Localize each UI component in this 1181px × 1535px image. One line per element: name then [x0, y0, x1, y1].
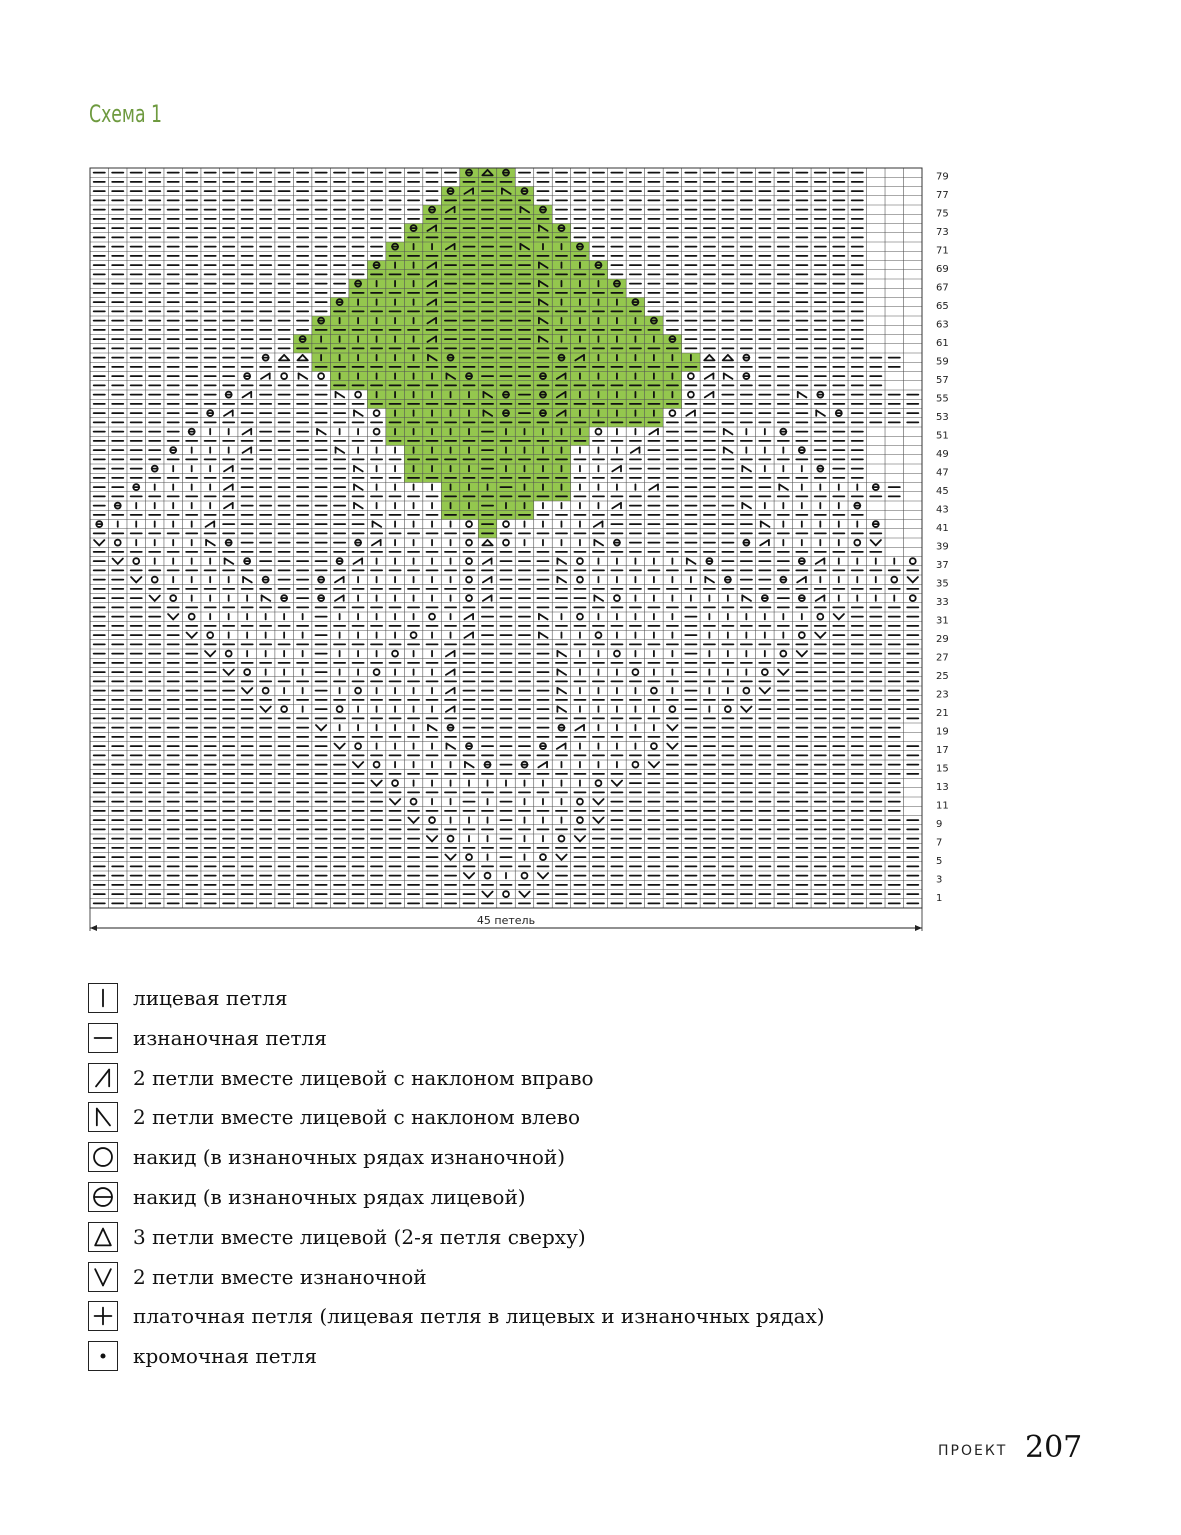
row-number-label: 55	[936, 393, 949, 405]
row-number-label: 45	[936, 485, 949, 497]
legend-label: 2 петли вместе лицевой с наклоном вправо	[133, 1065, 594, 1090]
row-number-label: 9	[936, 818, 943, 830]
legend-label: накид (в изнаночных рядах изнаночной)	[133, 1145, 566, 1170]
row-number-label: 77	[936, 189, 949, 201]
legend-label: 3 петли вместе лицевой (2-я петля сверху)	[133, 1224, 586, 1249]
legend-label: накид (в изнаночных рядах лицевой)	[133, 1185, 526, 1209]
row-number-label: 63	[936, 319, 949, 331]
legend-label: лицевая петля	[133, 986, 288, 1010]
chart-gridlines	[90, 168, 922, 908]
row-number-label: 19	[936, 726, 949, 738]
k2tog-left-icon	[88, 1102, 118, 1132]
legend-item-yarn-over-knit	[88, 1181, 526, 1213]
k2tog-right-icon	[88, 1063, 118, 1093]
row-number-label: 49	[936, 448, 949, 460]
row-number-label: 17	[936, 744, 949, 756]
row-number-label: 71	[936, 245, 949, 257]
k3tog-icon	[88, 1222, 118, 1252]
legend-item-edge-stitch	[88, 1340, 317, 1372]
yarn-over-knit-icon	[88, 1182, 118, 1212]
row-number-label: 41	[936, 522, 949, 534]
row-number-label: 35	[936, 578, 949, 590]
legend-item-k3tog	[88, 1221, 586, 1253]
row-number-label: 27	[936, 652, 949, 664]
legend-item-p2tog	[88, 1261, 427, 1293]
yarn-over-icon	[88, 1142, 118, 1172]
knit-stitch-icon	[88, 983, 118, 1013]
legend-item-k2tog-left	[88, 1101, 580, 1133]
row-number-label: 33	[936, 596, 949, 608]
legend-label: кромочная петля	[133, 1344, 317, 1369]
legend-label: 2 петли вместе лицевой с наклоном влево	[133, 1105, 580, 1130]
row-number-label: 23	[936, 689, 949, 701]
p2tog-icon	[88, 1262, 118, 1292]
chart-title: Схема 1	[89, 100, 163, 128]
legend-item-yarn-over	[88, 1141, 565, 1173]
row-number-label: 39	[936, 541, 949, 553]
row-number-label: 73	[936, 226, 949, 238]
row-number-label: 29	[936, 633, 949, 645]
width-label: 45 петель	[476, 914, 536, 927]
row-number-label: 21	[936, 707, 949, 719]
row-number-label: 37	[936, 559, 949, 571]
row-number-label: 79	[936, 171, 949, 183]
row-number-label: 15	[936, 763, 949, 775]
row-number-label: 47	[936, 467, 949, 479]
purl-stitch-icon	[88, 1023, 118, 1053]
row-number-label: 25	[936, 670, 949, 682]
legend-item-purl-stitch	[88, 1022, 327, 1054]
edge-stitch-icon	[88, 1341, 118, 1371]
page-number: 207	[1025, 1430, 1083, 1465]
footer-label: ПРОЕКТ	[938, 1443, 1008, 1459]
legend-label: 2 петли вместе изнаночной	[133, 1264, 427, 1289]
legend-label: платочная петля (лицевая петля в лицевых и изнаночных рядах)	[133, 1304, 825, 1329]
row-number-label: 5	[936, 855, 943, 867]
row-number-label: 75	[936, 208, 949, 220]
legend-item-knit-stitch	[88, 982, 287, 1014]
garter-stitch-icon	[88, 1301, 118, 1331]
row-number-label: 53	[936, 411, 949, 423]
row-number-label: 65	[936, 300, 949, 312]
row-number-label: 67	[936, 282, 949, 294]
row-number-label: 3	[936, 874, 943, 886]
row-number-label: 57	[936, 374, 949, 386]
row-number-label: 43	[936, 504, 949, 516]
row-number-label: 59	[936, 356, 949, 368]
row-number-label: 1	[936, 892, 943, 904]
row-number-label: 13	[936, 781, 949, 793]
row-number-label: 7	[936, 837, 943, 849]
legend-item-k2tog-right	[88, 1062, 594, 1094]
legend-item-garter-stitch	[88, 1300, 825, 1332]
row-number-label: 51	[936, 430, 949, 442]
legend-label: изнаночная петля	[133, 1025, 327, 1050]
row-number-label: 61	[936, 337, 949, 349]
row-number-label: 69	[936, 263, 949, 275]
row-number-label: 11	[936, 800, 949, 812]
knitting-chart	[80, 160, 960, 940]
row-number-label: 31	[936, 615, 949, 627]
